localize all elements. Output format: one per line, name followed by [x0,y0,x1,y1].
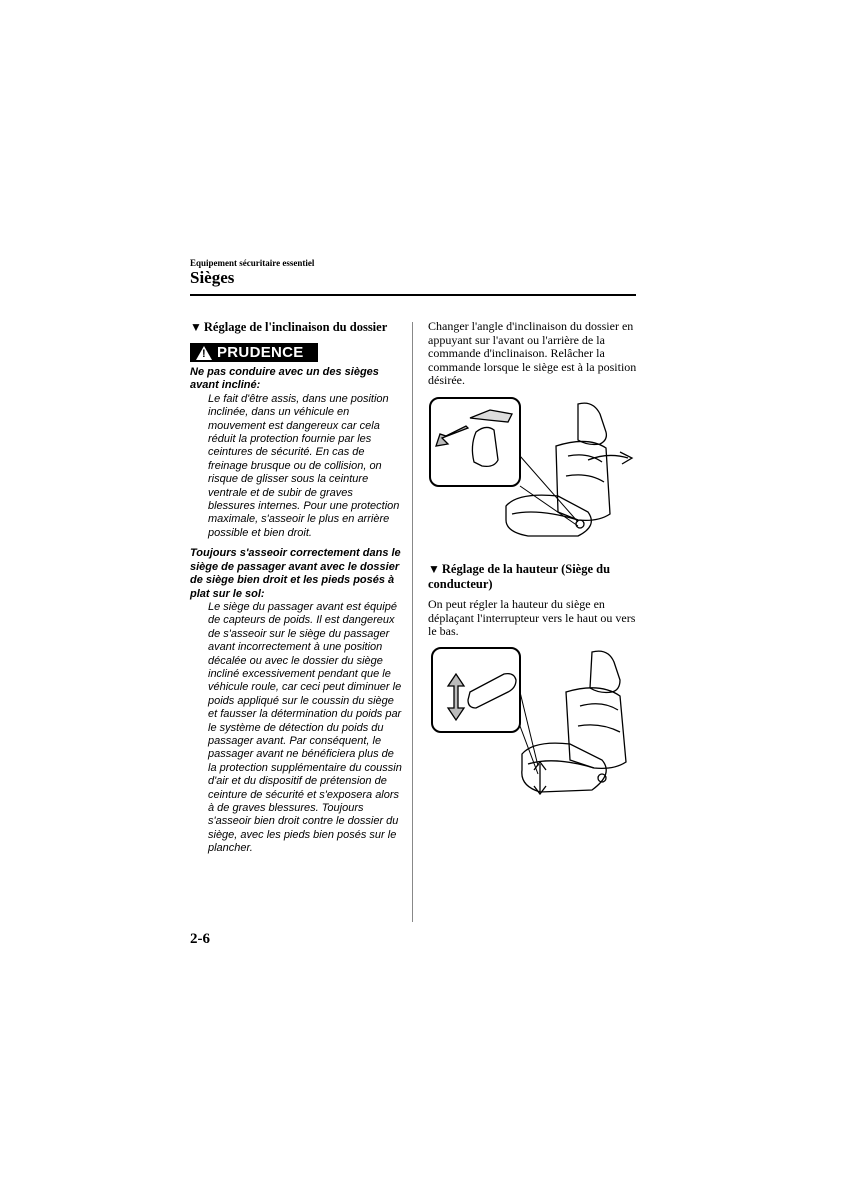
column-divider [412,322,413,922]
headrest-shape [578,403,606,444]
caution-item1-body: Le fait d'être assis, dans une position inclinée, dans un véhicule en mouvement est dangereux car cela réduit la protection fournie par les ceintures de sécurité. En cas de freinage brusque ou de collision, on risque de glisser sous la ceinture ventrale et de subir de graves blessures internes. Pour une protection maximale, s'asseoir le plus en arrière possible et bien droit. [208,392,400,539]
page-title: Sièges [190,268,235,287]
recline-switch-shape [472,427,498,466]
title-rule [190,294,636,296]
height-section-heading: ▼ Réglage de la hauteur (Siège du conducteur) [428,562,611,591]
warning-triangle-icon: ! [196,346,212,360]
caution-label: PRUDENCE [217,344,304,361]
caution-item2-heading: Toujours s'asseoir correctement dans le siège de passager avant avec le dossier de siège bien droit et les pieds posés à plat sur le sol: [190,547,401,600]
triangle-marker-icon: ▼ [190,320,202,334]
cushion-shape [506,495,591,536]
height-illustration [430,646,636,802]
recline-section-heading: ▼ Réglage de l'inclinaison du dossier [190,320,388,334]
height-instructions: On peut régler la hauteur du siège en déplaçant l'interrupteur vers le haut ou vers le bas. [428,597,636,639]
caution-item2-body: Le siège du passager avant est équipé de capteurs de poids. Il est dangereux de s'asseoir sur le siège du passager avant incorrectement à une position décalée ou avec le dossier du siège incliné excessivement pendant que le véhicule roule, car ceci peut diminuer le poids appliqué sur le coussin du siège et fausser la détermination du poids par le système de détection du poids du passager avant. Par conséquent, le passager avant ne bénéficiera plus de la protection supplémentaire du coussin d'air et du dispositif de prétension de ceinture de sécurité et s'exposera alors à de graves blessures. Toujours s'asseoir bien droit contre le dossier du siège, avec les pieds bien posés sur le plancher. [208,600,402,855]
headrest-shape [590,651,620,692]
page-number: 2-6 [190,931,210,947]
caution-content [190,366,402,856]
breadcrumb: Equipement sécuritaire essentiel [190,258,315,268]
recline-illustration [428,396,638,546]
triangle-marker-icon: ▼ [428,562,440,576]
caution-item1-heading: Ne pas conduire avec un des sièges avant incliné: [190,366,379,392]
caution-banner [190,343,318,362]
recline-instructions: Changer l'angle d'inclinaison du dossier en appuyant sur l'avant ou l'arrière de la commande d'inclinaison. Relâcher la commande lorsque le siège est à la position désirée. [428,319,637,388]
